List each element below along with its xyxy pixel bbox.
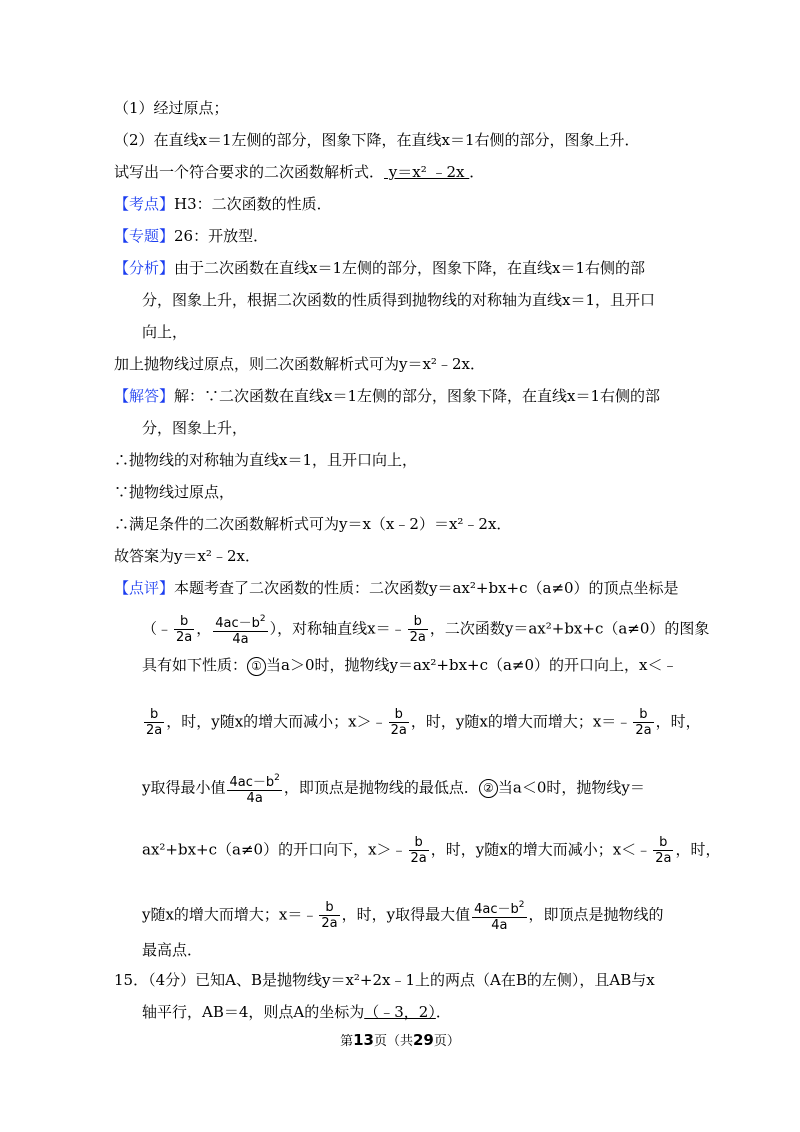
jieda-line-6: 故答案为y＝x²﹣2x． bbox=[114, 547, 260, 565]
page-number: 13 bbox=[353, 1031, 374, 1049]
text-segment: ，即顶点是抛物线的 bbox=[528, 905, 664, 924]
condition-1: （1）经过原点； bbox=[114, 99, 229, 117]
text-segment: ，时，y取得最大值 bbox=[341, 905, 471, 924]
jieda-line-1: 解：∵二次函数在直线x＝1左侧的部分，图象下降，在直线x＝1右侧的部 bbox=[174, 387, 661, 405]
text-segment: ax²+bx+c（a≠0）的开口向下，x＞﹣ bbox=[142, 840, 407, 859]
text-segment: ，时， bbox=[675, 840, 721, 859]
circled-two: ② bbox=[479, 779, 498, 798]
fenxi-row bbox=[114, 258, 645, 278]
text-segment: ），对称轴直线x＝﹣ bbox=[269, 619, 406, 638]
fraction-denominator: 2a bbox=[655, 851, 672, 866]
fraction-denominator: 2a bbox=[321, 916, 338, 931]
fraction-b-over-2a bbox=[653, 835, 673, 866]
text-segment: 当a＜0时，抛物线y＝ bbox=[497, 778, 645, 797]
text-segment: ． bbox=[435, 1003, 451, 1021]
fraction-numerator: b bbox=[633, 707, 653, 723]
fraction-numerator: b bbox=[174, 614, 194, 630]
fenxi-line-2: 分，图象上升，根据二次函数的性质得到抛物线的对称轴为直线x＝1，且开口 bbox=[142, 291, 656, 309]
dianping-line-7 bbox=[142, 898, 664, 933]
jieda-row bbox=[114, 386, 660, 406]
text-segment: 当a＞0时，抛物线y＝ax²+bx+c（a≠0）的开口向上，x＜﹣ bbox=[266, 656, 678, 674]
dianping-line-5 bbox=[142, 771, 645, 806]
fraction-denominator: 4a bbox=[246, 791, 263, 806]
jieda-tag: 【解答】 bbox=[114, 387, 175, 405]
fraction-b-over-2a bbox=[144, 707, 164, 738]
dianping-line-2 bbox=[142, 612, 709, 647]
jieda-line-4: ∵抛物线过原点， bbox=[114, 483, 235, 501]
condition-2: （2）在直线x＝1左侧的部分，图象下降，在直线x＝1右侧的部分，图象上升． bbox=[114, 131, 640, 149]
fraction-numerator bbox=[213, 612, 267, 632]
fraction-denominator: 2a bbox=[635, 723, 652, 738]
kaodian-tag: 【考点】 bbox=[114, 195, 175, 213]
numerator-text: 4ac－b bbox=[215, 616, 260, 631]
text-segment: ， bbox=[196, 619, 212, 638]
fraction-denominator: 2a bbox=[146, 723, 163, 738]
zhuanti-row bbox=[114, 226, 268, 246]
exponent: 2 bbox=[518, 900, 525, 910]
fenxi-line-3: 向上， bbox=[142, 323, 188, 341]
question-15-line-1: 15．（4分）已知A、B是抛物线y＝x²+2x﹣1上的两点（A在B的左侧），且AB与x bbox=[114, 971, 655, 989]
fenxi-tag: 【分析】 bbox=[114, 259, 175, 277]
fraction-numerator: b bbox=[408, 614, 428, 630]
fraction-numerator: b bbox=[409, 835, 429, 851]
fraction-vertex-y bbox=[227, 771, 281, 806]
jieda-line-3: ∴抛物线的对称轴为直线x＝1，且开口向上， bbox=[114, 451, 418, 469]
exponent: 2 bbox=[274, 773, 280, 783]
dianping-tag: 【点评】 bbox=[114, 579, 175, 597]
answer-blank: y＝x² ﹣2x bbox=[384, 163, 470, 181]
fraction-numerator: b bbox=[144, 707, 164, 723]
dianping-line-8: 最高点． bbox=[142, 941, 203, 959]
fenxi-line-4: 加上抛物线过原点，则二次函数解析式可为y＝x²﹣2x． bbox=[114, 355, 485, 373]
fraction-numerator bbox=[472, 898, 526, 918]
question-14-prompt bbox=[114, 162, 484, 182]
circled-one: ① bbox=[247, 657, 266, 676]
fraction-b-over-2a bbox=[409, 835, 429, 866]
fraction-denominator: 2a bbox=[176, 630, 193, 645]
fraction-denominator: 4a bbox=[491, 918, 508, 933]
dianping-line-3 bbox=[142, 655, 678, 676]
page-footer bbox=[0, 1030, 800, 1049]
total-pages: 29 bbox=[413, 1031, 434, 1049]
fraction-denominator: 2a bbox=[409, 630, 426, 645]
fraction-vertex-y bbox=[472, 898, 526, 933]
kaodian-text: H3：二次函数的性质． bbox=[174, 195, 332, 213]
fraction-numerator bbox=[227, 771, 281, 791]
fraction-vertex-y bbox=[213, 612, 267, 647]
text-segment: ，时， bbox=[655, 712, 701, 731]
dianping-line-6 bbox=[142, 835, 720, 866]
jieda-line-2: 分，图象上升， bbox=[142, 419, 248, 437]
fraction-denominator: 2a bbox=[410, 851, 427, 866]
fraction-b-over-2a bbox=[389, 707, 409, 738]
fraction-b-over-2a bbox=[319, 900, 339, 931]
prompt-end: ． bbox=[469, 163, 485, 181]
footer-text: 页） bbox=[433, 1034, 460, 1049]
text-segment: ，二次函数y＝ax²+bx+c（a≠0）的图象 bbox=[429, 619, 710, 638]
dianping-row bbox=[114, 578, 679, 598]
prompt-text: 试写出一个符合要求的二次函数解析式． bbox=[114, 163, 385, 181]
answer-blank: （﹣3，2） bbox=[364, 1003, 436, 1021]
numerator-text: 4ac－b bbox=[474, 902, 519, 917]
question-15-line-2 bbox=[142, 1002, 451, 1022]
fraction-b-over-2a bbox=[174, 614, 194, 645]
jieda-line-5: ∴满足条件的二次函数解析式可为y＝x（x﹣2）＝x²﹣2x． bbox=[114, 515, 512, 533]
dianping-line-1: 本题考查了二次函数的性质：二次函数y＝ax²+bx+c（a≠0）的顶点坐标是 bbox=[174, 579, 679, 597]
fraction-denominator: 2a bbox=[390, 723, 407, 738]
dianping-line-4 bbox=[142, 707, 701, 738]
text-segment: y取得最小值 bbox=[142, 778, 226, 797]
fraction-denominator: 4a bbox=[232, 632, 249, 647]
fraction-b-over-2a bbox=[633, 707, 653, 738]
fraction-numerator: b bbox=[653, 835, 673, 851]
exponent: 2 bbox=[259, 614, 266, 624]
footer-text: 页（共 bbox=[373, 1034, 413, 1049]
fraction-numerator: b bbox=[389, 707, 409, 723]
text-segment: （﹣ bbox=[142, 619, 173, 638]
fenxi-line-1: 由于二次函数在直线x＝1左侧的部分，图象下降，在直线x＝1右侧的部 bbox=[174, 259, 646, 277]
numerator-text: 4ac－b bbox=[229, 775, 275, 790]
text-segment: 具有如下性质： bbox=[142, 656, 248, 674]
fraction-b-over-2a bbox=[408, 614, 428, 645]
fraction-numerator: b bbox=[319, 900, 339, 916]
kaodian-row bbox=[114, 194, 332, 214]
text-segment: ，时，y随x的增大而增大；x＝﹣ bbox=[410, 712, 632, 731]
zhuanti-text: 26：开放型． bbox=[174, 227, 269, 245]
text-segment: ，时，y随x的增大而减小；x＞﹣ bbox=[166, 712, 387, 731]
text-segment: ，即顶点是抛物线的最低点． bbox=[283, 778, 479, 797]
text-segment: ，时，y随x的增大而减小；x＜﹣ bbox=[430, 840, 652, 859]
footer-text: 第 bbox=[340, 1034, 354, 1049]
text-segment: y随x的增大而增大；x＝﹣ bbox=[142, 905, 318, 924]
zhuanti-tag: 【专题】 bbox=[114, 227, 175, 245]
text-segment: 轴平行，AB＝4，则点A的坐标为 bbox=[142, 1003, 365, 1021]
